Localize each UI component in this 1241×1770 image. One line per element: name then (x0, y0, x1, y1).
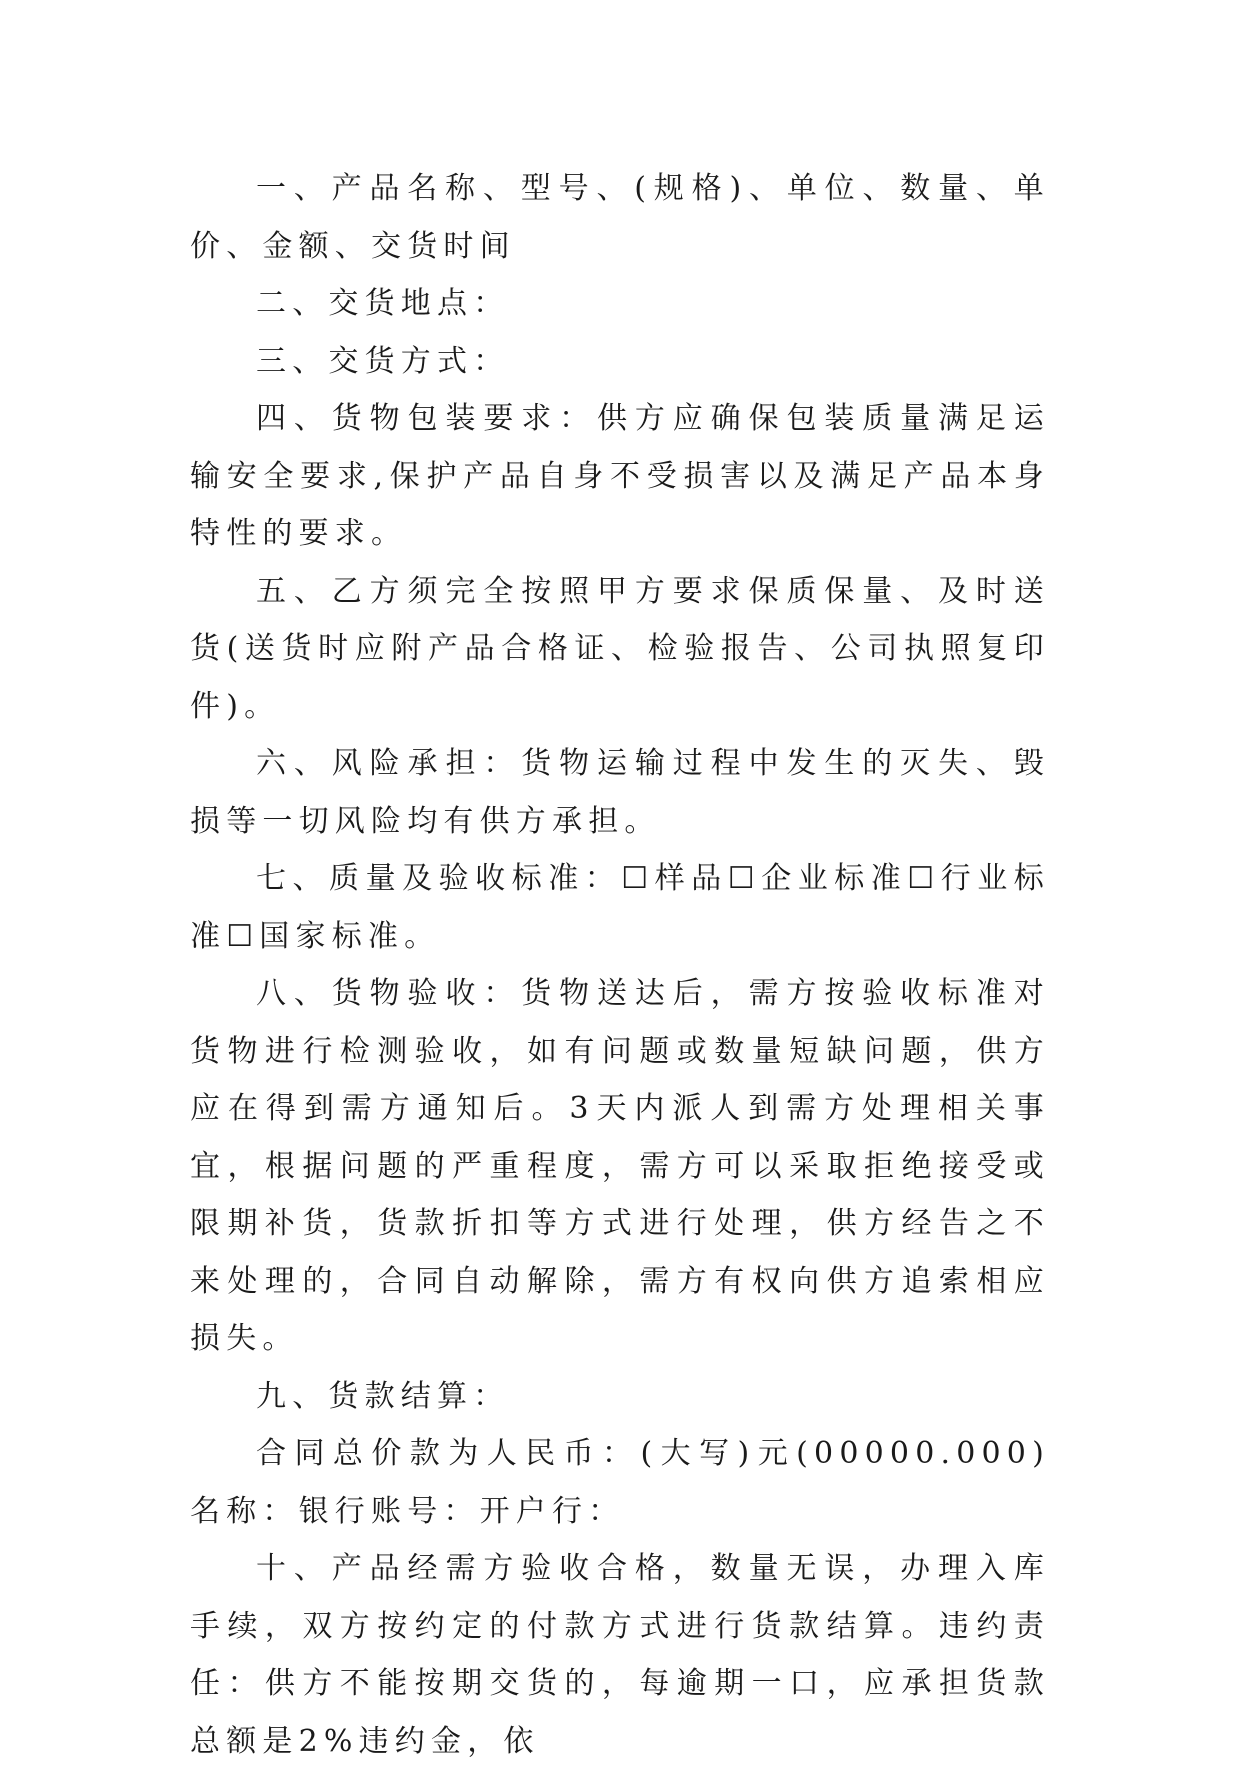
clause-4-packaging: 四、货物包装要求：供方应确保包装质量满足运输安全要求,保护产品自身不受损害以及满足产品本身特性的要求。 (190, 401, 1050, 551)
clause-7-standards: 七、质量及验收标准：☐样品☐企业标准☐行业标准☐国家标准。 (190, 861, 1050, 954)
clause-1-product-details: 一、产品名称、型号、(规格)、单位、数量、单价、金额、交货时间 (190, 171, 1050, 264)
clause-9-total-price: 合同总价款为人民币：(大写)元(00000.000)名称：银行账号：开户行： (190, 1436, 1050, 1529)
clause-9-settlement: 九、货款结算： (256, 1378, 510, 1414)
clause-2-delivery-location: 二、交货地点： (256, 286, 510, 321)
clause-8-acceptance: 八、货物验收：货物送达后，需方按验收标准对货物进行检测验收，如有问题或数量短缺问题，供方应在得到需方通知后。3天内派人到需方处理相关事宜，根据问题的严重程度，需方可以采取拒绝接受或限期补货，货款折扣等方式进行处理，供方经告之不来处理的，合同自动解除，需方有权向供方追索相应损失。 (190, 976, 1050, 1356)
document-body (190, 160, 1050, 1770)
clause-5-quality-delivery: 五、乙方须完全按照甲方要求保质保量、及时送货(送货时应附产品合格证、检验报告、公司执照复印件)。 (190, 573, 1050, 724)
clause-3-delivery-method: 三、交货方式： (256, 343, 510, 379)
clause-6-risk: 六、风险承担：货物运输过程中发生的灭失、毁损等一切风险均有供方承担。 (190, 746, 1050, 839)
clause-10-payment-liability: 十、产品经需方验收合格，数量无误，办理入库手续，双方按约定的付款方式进行货款结算。违约责任：供方不能按期交货的，每逾期一口，应承担货款总额是2%违约金，依 (190, 1551, 1050, 1759)
